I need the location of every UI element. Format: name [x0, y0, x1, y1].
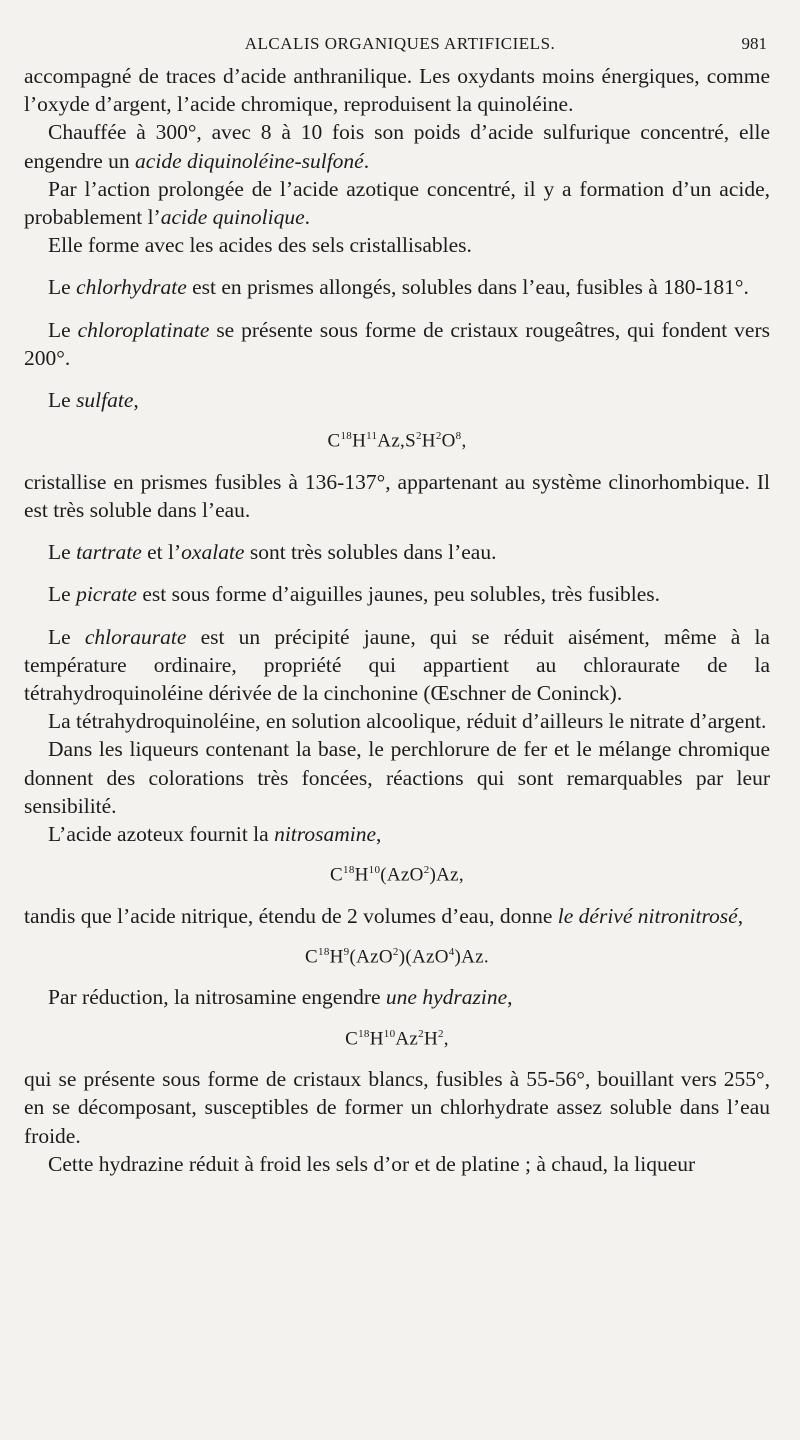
- italic-term: acide diquinoléine-sulfoné: [135, 148, 364, 173]
- paragraph: [24, 735, 770, 820]
- text: est en prismes allongés, solubles dans l’eau, fusibles à 180-181°.: [186, 275, 749, 300]
- text: et l’: [141, 540, 182, 565]
- text: accompagné de traces d’acide anthranilique. Les oxydants moins énergiques, comme l’oxyde d’argent, l’acide chromique, reproduisent la quinoléine.: [24, 64, 770, 117]
- paragraph: [24, 316, 770, 372]
- text: Elle forme avec les acides des sels cristallisables.: [48, 233, 472, 258]
- italic-term: sulfate: [76, 388, 134, 413]
- paragraph: [24, 820, 770, 848]
- paragraph: [24, 273, 770, 301]
- paragraph: [24, 707, 770, 735]
- text: est un précipité jaune, qui se réduit aisément, même à la température ordinaire, propriété qui appartient au chloraurate de la tétrahydroquinoléine dérivée de la cinchonine (Œschner de Coninck).: [24, 624, 770, 705]
- formula-nitronitrose: $C^{18}H^9(AzO^2)(AzO^4)Az$.: [305, 945, 489, 968]
- text: La tétrahydroquinoléine, en solution alcoolique, réduit d’ailleurs le nitrate d’argent.: [48, 709, 767, 734]
- text: Le: [48, 582, 77, 607]
- page-header: [0, 30, 800, 60]
- text: Cette hydrazine réduit à froid les sels d’or et de platine ; à chaud, la liqueur: [48, 1151, 696, 1176]
- text: Dans les liqueurs contenant la base, le perchlorure de fer et le mélange chromique donnent des colorations très foncées, réactions qui sont remarquables par leur sensibilité.: [24, 737, 770, 818]
- italic-term: tartrate: [76, 540, 142, 565]
- text: cristallise en prismes fusibles à 136-137°, appartenant au système clinorhombique. Il est très soluble dans l’eau.: [24, 469, 770, 522]
- italic-term: chloroplatinate: [77, 317, 210, 342]
- paragraph: [24, 623, 770, 708]
- italic-term: le dérivé nitronitrosé: [557, 903, 738, 928]
- paragraph: [24, 538, 770, 566]
- formula-sulfate: $C^{18}H^{11}Az,S^2H^2O^8$,: [327, 430, 467, 452]
- text: Le: [48, 317, 78, 342]
- paragraph: [24, 1150, 770, 1178]
- text: Par réduction, la nitrosamine engendre: [48, 985, 386, 1010]
- text: Par l’action prolongée de l’acide azotique concentré, il y a formation d’un acide, probablement l’: [24, 176, 770, 230]
- text: Le: [48, 275, 77, 300]
- italic-term: picrate: [76, 582, 137, 607]
- paragraph: [24, 468, 770, 524]
- text: tandis que l’acide nitrique, étendu de 2 volumes d’eau, donne: [24, 903, 558, 928]
- italic-term: nitrosamine: [274, 822, 376, 846]
- page-number: 981: [741, 34, 767, 53]
- text: qui se présente sous forme de cristaux blancs, fusibles à 55-56°, bouillant vers 255°, en se décomposant, susceptibles de former un chlorhydrate assez soluble dans l’eau froide.: [24, 1067, 770, 1148]
- text: .: [304, 205, 310, 230]
- text: ,: [507, 985, 513, 1010]
- italic-term: oxalate: [181, 540, 245, 565]
- text: Chauffée à 300°, avec 8 à 10 fois son poids d’acide sulfurique concentré, elle engendre un: [24, 120, 770, 173]
- paragraph: [24, 118, 770, 174]
- italic-term: chloraurate: [84, 624, 187, 649]
- text: L’acide azoteux fournit la: [48, 822, 275, 846]
- paragraph: [24, 902, 770, 930]
- paragraph: [24, 386, 770, 414]
- paragraph: [24, 580, 770, 608]
- text: est sous forme d’aiguilles jaunes, peu solubles, très fusibles.: [136, 582, 661, 607]
- text: Le: [48, 388, 77, 413]
- text: .: [363, 148, 370, 173]
- formula-nitrosamine: $C^{18}H^{10}(AzO^2)Az$,: [330, 864, 464, 886]
- text: ,: [737, 903, 744, 928]
- paragraph: [24, 231, 770, 259]
- text: Le: [48, 540, 77, 565]
- paragraph: [24, 1065, 770, 1150]
- running-title: ALCALIS ORGANIQUES ARTIFICIELS.: [244, 34, 556, 53]
- italic-term: acide quinolique: [160, 205, 305, 230]
- italic-term: chlorhydrate: [76, 275, 187, 300]
- text: ,: [376, 822, 382, 846]
- text: se présente sous forme de cristaux rougeâtres, qui fondent vers 200°.: [24, 317, 770, 370]
- paragraph: [24, 983, 770, 1011]
- italic-term: une hydrazine: [385, 985, 508, 1010]
- text: sont très solubles dans l’eau.: [244, 540, 497, 565]
- formula-hydrazine: $C^{18}H^{10}Az^2H^2$,: [345, 1027, 449, 1049]
- text: Le: [48, 624, 85, 649]
- body-text: [24, 62, 770, 1178]
- paragraph: [24, 62, 770, 118]
- paragraph: [24, 175, 770, 231]
- text: ,: [133, 388, 139, 413]
